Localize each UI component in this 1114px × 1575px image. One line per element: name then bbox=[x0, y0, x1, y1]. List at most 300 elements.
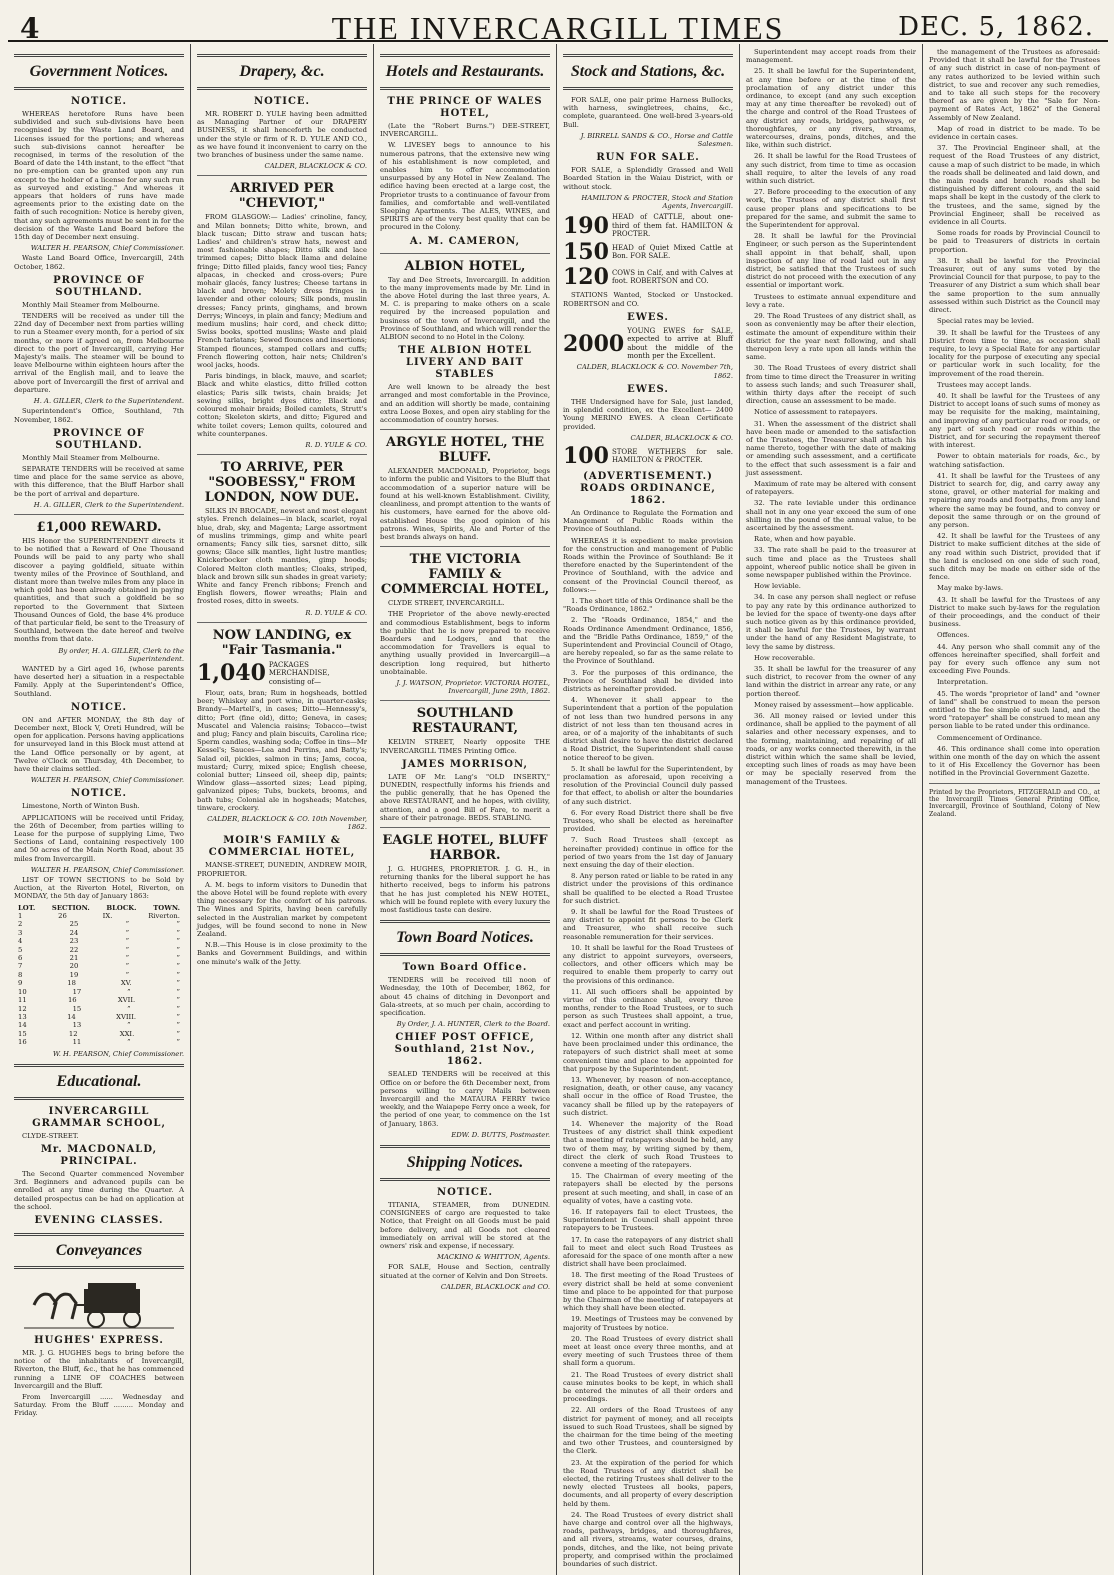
advert-text: 30. The Road Trustees of every district shall from time to time direct the Treasurer in writing to assess such lands; and such Treasurer shall, within thirty days after the receipt of such direction, cause an assessment to be made. bbox=[746, 364, 916, 406]
lot-cell: XXI. bbox=[119, 1029, 135, 1038]
lot-row bbox=[14, 979, 184, 987]
notice-title: NOTICE. bbox=[70, 788, 128, 800]
advert-text: 29. The Road Trustees of any district shall, as soon as conveniently may be after their election, estimate the amount of expenditure within their district for the year next following, and shall thereupon levy a rate upon all lands within the same. bbox=[746, 312, 916, 362]
advert-text: 15. The Chairman of every meeting of the ratepayers shall be elected by the persons present at such meeting, and shall, in case of an equality of votes, have a casting vote. bbox=[563, 1172, 733, 1205]
advert-text: 32. The rate leviable under this ordinance shall not in any one year exceed the sum of one shilling in the pound of the annual value, to be ascertained by the assessment. bbox=[746, 499, 916, 532]
section-divider bbox=[380, 953, 550, 956]
advert-text: 36. All money raised or levied under this ordinance, shall be applied to the payment of all salaries and other necessary expenses, and to the forming, maintaining, and repairing of all roads, or any works connected therewith, in the district within which the same shall be levied, excepting such lines of roads as may have been or may be specially reserved from the management of the Trustees. bbox=[746, 712, 916, 786]
notice-title: Town Board Office. bbox=[402, 962, 528, 974]
lot-cell: ” bbox=[176, 996, 180, 1005]
stock-advert bbox=[563, 327, 733, 361]
lot-cell: 1 bbox=[18, 912, 23, 921]
advert-text: Interpretation. bbox=[937, 678, 989, 687]
advert-text: FOR SALE, House and Section, centrally situated at the corner of Kelvin and Don Streets. bbox=[380, 1263, 550, 1280]
lot-cell: 9 bbox=[18, 979, 23, 988]
notice-title: NOTICE. bbox=[70, 96, 128, 107]
advert-title: ARGYLE HOTEL, THE BLUFF. bbox=[385, 435, 545, 466]
lot-cell: ” bbox=[176, 1029, 180, 1038]
lot-cell: ” bbox=[176, 970, 180, 979]
advert-text: 17. In case the ratepayers of any district shall fail to meet and elect such Road Trustees as aforesaid for the space of one month after a new district shall have been proclaimed. bbox=[563, 1235, 733, 1269]
advert-text: 20. The Road Trustees of every district shall meet at least once every three months, and at every meeting of such Trustees three of them shall form a quorum. bbox=[563, 1334, 733, 1368]
lot-row bbox=[14, 920, 184, 928]
lot-cell: ” bbox=[176, 1038, 180, 1047]
notice-title: THE PRINCE OF WALES HOTEL, bbox=[387, 96, 543, 119]
rule bbox=[197, 175, 367, 176]
lot-header-cell: TOWN. bbox=[153, 903, 180, 912]
rule bbox=[197, 454, 367, 455]
signature: EDW. D. BUTTS, Postmaster. bbox=[451, 1130, 550, 1139]
lot-cell: 11 bbox=[72, 1038, 82, 1047]
advert-text: WANTED by a Girl aged 16, (whose parents have deserted her) a situation in a respectable Family. Apply at the Superintendent's Office, Southland. bbox=[14, 664, 184, 698]
advert-title: ARRIVED PER "CHEVIOT," bbox=[229, 181, 335, 212]
advert-text: SILKS IN BROCADE, newest and most elegant styles. French delaines—in black, scarlet, royal blue, drab, sky, and Magenta; Large assortment of muslins trimmings, gimp and white pearl ornaments; Fancy silk ties, sarsnet ditto, silk gowns; Glace silk mantles, light lustre mantles; Knickerbocker cloth mantles, gimp hoods; Colored Melton cloth mantles; Cloaks, striped, black and brown silk sun shades in great variety; White and fancy French ribbons; French and English flowers, flower wreaths; Plain and frosted roses, ditto in sweets. bbox=[197, 507, 367, 606]
advert-text: The Second Quarter commenced November 3rd. Beginners and advanced pupils can be enrolled at any time during the Quarter. A detailed prospectus can be had on application at the school. bbox=[14, 1169, 184, 1211]
section-divider bbox=[14, 1097, 184, 1100]
lot-cell: 20 bbox=[69, 962, 79, 971]
notice-title: THE ALBION HOTEL LIVERY AND BAIT STABLES bbox=[398, 345, 532, 381]
column-3 bbox=[374, 44, 557, 1575]
big-number: 150 bbox=[563, 239, 609, 266]
signature: CALDER, BLACKLOCK & CO. 10th November, 1862. bbox=[207, 815, 367, 832]
signature: J. BIRRELL SANDS & CO., Horse and Cattle Salesmen. bbox=[580, 131, 733, 149]
advert-text: Map of road in district to be made. To be evidence in certain cases. bbox=[929, 124, 1100, 142]
advert-text: 25. It shall be lawful for the Superintendent, at any time before or at the time of the proclamation of any district under this ordinance, to except (and any such exception may at any time thereafter be revoked) out of the charge and control of the Road Trustees of any district any roads, bridges, pathways, or thoroughfares, or any rivers, streams, watercourses, drains, ponds, ditches, and the like, within such district. bbox=[746, 67, 916, 150]
advert-text: Money raised by assessment—how applicable. bbox=[754, 700, 914, 709]
section-divider bbox=[563, 87, 733, 90]
advert-text: 44. Any person who shall commit any of the offences hereinafter specified, shall forfeit and pay for every such offence any sum not exceeding Five Pounds. bbox=[929, 642, 1100, 676]
advert-text: Paris bindings, in black, mauve, and scarlet; Black and white elastics, ditto frilled cotton elastics; Paris silk twists, chain braids; Jet sewing silks, bright dyes ditto; Black and coloured mohair braids; Boiled camlets, Strutt's cotton; Skeleton skirts, and ditto; Figured and white toilet covers; Lemon quilts, coloured and white counterpanes. bbox=[197, 372, 367, 438]
rule bbox=[380, 546, 550, 547]
section-heading: Educational. bbox=[56, 1072, 142, 1090]
stock-advert-text: HEAD of CATTLE, about one-third of them fat. HAMILTON & PROCTER. bbox=[611, 213, 733, 239]
rule bbox=[380, 700, 550, 701]
lot-cell: 7 bbox=[18, 962, 23, 971]
coach-engraving-icon bbox=[24, 1275, 174, 1331]
lot-cell: ” bbox=[127, 1038, 131, 1047]
signature: J. J. WATSON, Proprietor. VICTORIA HOTEL, Invercargill, June 29th, 1862. bbox=[396, 678, 550, 696]
signature: CALDER, BLACKLOCK & CO. November 7th, 1862. bbox=[576, 363, 733, 380]
section-divider bbox=[14, 87, 184, 90]
lot-cell: ” bbox=[125, 928, 130, 937]
notice-title: NOTICE. bbox=[70, 701, 128, 713]
printer-imprint: Printed by the Proprietors, FITZGERALD and CO., at the Invercargill Times General Printing Office, Invercargill, Province of Southland, Colony of New Zealand. bbox=[929, 788, 1100, 818]
lot-cell: XVII. bbox=[117, 996, 136, 1005]
advert-title: £1,000 REWARD. bbox=[36, 519, 162, 535]
stock-advert bbox=[563, 239, 733, 266]
lot-cell: ” bbox=[125, 937, 130, 946]
advert-text: Waste Land Board Office, Invercargill, 24th October, 1862. bbox=[14, 254, 184, 271]
advert-text: 40. It shall be lawful for the Trustees of any District to accept loans of such sums of money as may be requisite for the making, maintaining, and improving of any particular road or roads, or any part of such road or roads within the District, and for securing the repayment thereof with interest. bbox=[929, 391, 1100, 450]
advert-text: 16. If ratepayers fail to elect Trustees, the Superintendent in Council shall appoint three ratepayers to be Trustees. bbox=[563, 1207, 733, 1233]
advert-text: 34. In case any person shall neglect or refuse to pay any rate by this ordinance authorized to be levied for the space of twenty-one days after such notice given as by this ordinance provided, it shall be lawful for the Trustees, by warrant under the hand of any Resident Magistrate, to levy the same by distress. bbox=[746, 593, 916, 651]
stock-advert bbox=[197, 661, 367, 686]
issue-date: DEC. 5, 1862. bbox=[898, 12, 1094, 42]
advert-text: 46. This ordinance shall come into operation within one month of the day on which the assent to it of His Excellency the Governor has been notified in the Provincial Government Gazette. bbox=[929, 744, 1100, 778]
advert-text: 24. The Road Trustees of every district shall have charge and control over all the highways, roads, pathways, bridges, and thoroughfares, and all rivers, streams, water courses, drains, ponds, ditches, and the like, not being private property, and comprised within the proclaimed boundaries of such district. bbox=[563, 1510, 733, 1569]
notice-title: PROVINCE OF SOUTHLAND. bbox=[53, 427, 145, 451]
lot-cell: ” bbox=[125, 945, 130, 954]
advert-text: Commencement of Ordinance. bbox=[937, 733, 1043, 742]
lot-cell: 23 bbox=[69, 937, 79, 946]
advert-text: W. LIVESEY begs to announce to his numerous patrons, that the extensive new wing of his establishment is now completed, and enables him to offer accommodation unsurpassed by any Hotel in New Zealand. The edifice having been erected at a large cost, the Proprietor trusts to a continuance of favour from families, and comfortable and well-ventilated Sleeping Apartments. The ALES, WINES, and SPIRITS are of the very best quality that can be procured in the Colony. bbox=[380, 141, 550, 232]
big-number: 120 bbox=[563, 264, 609, 291]
lot-cell: 8 bbox=[18, 970, 23, 979]
advert-text: CLYDE-STREET. bbox=[22, 1131, 79, 1140]
lot-cell: ” bbox=[125, 970, 130, 979]
advert-text: 8. Any person rated or liable to be rated in any district under the provisions of this ordinance shall be qualified to be elected a Road Trustee for such district. bbox=[563, 872, 733, 905]
advert-text: (Late the "Robert Burns.") DEE-STREET, INVERCARGILL. bbox=[380, 122, 550, 139]
advert-text: 23. At the expiration of the period for which the Road Trustees of any district shall be elected, the retiring Trustees shall deliver to the newly elected Trustees all books, papers, documents, and all property of every description held by them. bbox=[563, 1458, 733, 1508]
notice-title: EWES. bbox=[627, 383, 669, 395]
lot-cell: ” bbox=[127, 987, 131, 996]
advert-text: A. M. begs to inform visitors to Dunedin that the above Hotel will be found replete with every thing necessary for the comfort of his patrons. The Wines and Spirits, having been carefully selected in the Australian market by competent judges, will be found second to none in New Zealand. bbox=[197, 880, 367, 939]
advert-text: Superintendent's Office, Southland, 7th November, 1862. bbox=[14, 407, 184, 424]
advert-text: 31. When the assessment of the district shall have been made or amended to the satisfaction of the Trustees, the Treasurer shall attach his name thereto, together with the date of making or amending such assessment, and a certificate to the effect that such assessment is a fair and just assessment. bbox=[746, 419, 916, 477]
section-divider bbox=[14, 1266, 184, 1269]
lot-table bbox=[14, 904, 184, 1047]
advert-text: Trustees may accept lands. bbox=[937, 380, 1032, 389]
advert-text: Limestone, North of Winton Bush. bbox=[22, 802, 140, 811]
section-divider bbox=[380, 1145, 550, 1148]
lot-cell: 21 bbox=[69, 954, 79, 963]
lot-cell: ” bbox=[176, 962, 180, 971]
lot-cell: 26 bbox=[58, 912, 67, 921]
lot-cell: 15 bbox=[18, 1029, 27, 1038]
advert-text: Notice of assessment to ratepayers. bbox=[754, 408, 878, 417]
signature: CALDER, BLACKLOCK & CO. bbox=[264, 162, 367, 171]
notice-title: JAMES MORRISON, bbox=[402, 758, 528, 770]
advert-text: TITANIA, STEAMER, from DUNEDIN. CONSIGNEES of cargo are requested to take Notice, that Freight on all Goods must be paid before delivery, and all Goods not cleared immediately on arrival will be stored at the owners' risk and expense, if necessary. bbox=[380, 1201, 550, 1251]
advert-text: 19. Meetings of Trustees may be convened by majority of Trustees by notice. bbox=[563, 1315, 733, 1332]
advert-text: Flour, oats, bran; Rum in hogsheads, bottled beer; Whiskey and port wine, in quarter-casks; Brandy—Martell's, in cases; Ditto—Hennessy's, ditto; Port (fine old), ditto; Geneva, in cases; Muscatel and Valencia raisins; Tobacco—twist and plug; Fancy and plain biscuits, Carolina rice; Sperm candles, washing soda; Coffee in tins—Mr Kessel's; Sauces—Lea and Perrins, and Batty's; Salad oil, pickles, salmon in tins; Jams, cocoa, mustard; Curry, mixed spice; English cheese, colonial butter; Linseed oil, sheep dip, paints; Window glass—assorted sizes; Lead piping, galvanized pipes; Tubs, buckets, brooms, and bath tubs; Colonial ale in hogsheads; Matches, tinware, crockery. bbox=[197, 688, 367, 812]
signature: H. A. GILLER, Clerk to the Superintendent. bbox=[33, 397, 184, 406]
lot-cell: 14 bbox=[18, 1021, 27, 1030]
signature: WALTER H. PEARSON, Chief Commissioner. bbox=[30, 244, 184, 253]
lot-cell: 5 bbox=[18, 945, 23, 954]
advert-text: Special rates may be levied. bbox=[937, 317, 1034, 326]
signature: MACKINO & WHITTON, Agents. bbox=[437, 1253, 550, 1262]
advert-text: SEALED TENDERS will be received at this Office on or before the 6th December next, from persons willing to carry Mails between Invercargill and the MATAURA FERRY twice weekly, and the Waiapepe Ferry once a week, for the period of one year, to commence on the 1st of January, 1863. bbox=[380, 1070, 550, 1128]
lot-cell: IX. bbox=[102, 912, 113, 921]
rule bbox=[197, 622, 367, 623]
signature: By order, H. A. GILLER, Clerk to the Superintendent. bbox=[58, 646, 184, 663]
lot-cell: ” bbox=[127, 1004, 131, 1013]
lot-cell: 16 bbox=[67, 996, 77, 1005]
big-number: 100 bbox=[563, 442, 609, 469]
advert-text: 43. It shall be lawful for the Trustees of any District to make such by-laws for the regulation of their proceedings, and the conduct of their business. bbox=[929, 595, 1100, 629]
lot-row bbox=[14, 954, 184, 962]
notice-title: MOIR'S FAMILY & COMMERCIAL HOTEL, bbox=[208, 835, 356, 859]
advert-text: 3. For the purposes of this ordinance, the Province of Southland shall be divided into districts as hereinafter provided. bbox=[563, 668, 733, 693]
lot-cell: 12 bbox=[68, 1029, 78, 1038]
advert-text: MR. J. G. HUGHES begs to bring before the notice of the inhabitants of Invercargill, Riverton, the Bluff, &c., that he has commenced running a LINE OF COACHES between Invercargill and the Bluff. bbox=[14, 1348, 184, 1390]
lot-cell: ” bbox=[176, 1012, 180, 1021]
section-divider bbox=[380, 1178, 550, 1181]
section-divider bbox=[14, 54, 184, 57]
section-heading: Hotels and Restaurants. bbox=[385, 63, 545, 80]
advert-text: 14. Whenever the majority of the Road Trustees of any district shall think expedient that a meeting of ratepayers should be held, any two of them may, by writing signed by them, direct the clerk of such Road Trustees to convene a meeting of the ratepayers. bbox=[563, 1119, 733, 1169]
advert-text: 18. The first meeting of the Road Trustees of every district shall be held at some convenient time and place to be appointed for that purpose by the Chairman of the meeting of ratepayers at which they shall have been elected. bbox=[563, 1271, 733, 1313]
rule bbox=[929, 783, 1100, 784]
advert-text: ON and AFTER MONDAY, the 8th day of December next, Block V, Oreti Hundred, will be open for application. Persons having applications for unsurveyed land in this Block must attend at the Land Office personally or by agent, at Twelve o'Clock on Thursday, 4th December, to have their claims settled. bbox=[14, 715, 184, 773]
lot-cell: Riverton. bbox=[148, 912, 180, 921]
lot-cell: 4 bbox=[18, 937, 23, 946]
advert-text: HIS Honor the SUPERINTENDENT directs it to be notified that a Reward of One Thousand Pounds will be paid to any party who shall discover a paying goldfield, situate within twenty miles of the Province of Southland, and distant more than twelve miles from any place in which gold has been already obtained in paying quantities, and that such a goldfield be so reported to the Government that Sixteen Thousand Ounces of Gold, the base 4% produce of that particular field, be sent to the Treasury of Southland, between the date hereof and twelve months from that date. bbox=[14, 536, 184, 644]
advert-title: EAGLE HOTEL, BLUFF HARBOR. bbox=[382, 832, 548, 863]
lot-row bbox=[14, 1038, 184, 1046]
advert-text: From Invercargill ...... Wednesday and Saturday. From the Bluff ......... Monday and Friday. bbox=[14, 1392, 184, 1418]
advert-text: 13. Whenever, by reason of non-acceptance, resignation, death, or other cause, any vacancy shall occur in the office of Road Trustee, the vacancy shall be filled up by the ratepayers of such district. bbox=[563, 1075, 733, 1117]
advert-text: 28. It shall be lawful for the Provincial Engineer, or such person as the Superintendent shall appoint in that behalf, shall, upon inspection of any line of road laid out in any district, be satisfied that the Trustees of such district do not proceed with the execution of any essential or important work. bbox=[746, 232, 916, 290]
notice-title: EVENING CLASSES. bbox=[34, 1214, 164, 1226]
advert-text: 39. It shall be lawful for the Trustees of any District from time to time, as occasion shall require, to levy a Special Rate for any particular locality for the purpose of executing any special or particular work in such locality, for the improvement of the road therein. bbox=[929, 328, 1100, 378]
section-divider bbox=[197, 54, 367, 57]
advert-text: 11. All such officers shall be appointed by virtue of this ordinance shall, every three months, render to the Road Trustees, or to such person as such Trustees shall appoint, a true, exact and perfect account in writing. bbox=[563, 987, 733, 1029]
column-2 bbox=[191, 44, 374, 1575]
column-4 bbox=[557, 44, 740, 1575]
advert-text: WHEREAS it is expedient to make provision for the construction and management of Public Roads within the Province of Southland: Be it therefore enacted by the Superintendent of the Province of Southland, with the advice and consent of the Provincial Council thereof, as follows:— bbox=[563, 536, 733, 594]
advert-text: Maximum of rate may be altered with consent of ratepayers. bbox=[746, 479, 916, 497]
stock-advert-text: HEAD of Quiet Mixed Cattle at Bon. FOR SALE. bbox=[611, 244, 733, 261]
rule bbox=[380, 827, 550, 828]
notice-title: INVERCARGILL GRAMMAR SCHOOL, bbox=[32, 1105, 166, 1129]
lot-cell: ” bbox=[176, 945, 180, 954]
lot-header-cell: BLOCK. bbox=[106, 903, 137, 912]
stock-advert bbox=[563, 442, 733, 469]
advert-text: J. G. HUGHES, PROPRIETOR. J. G. H., in returning thanks for the liberal support he has hitherto received, begs to inform his patrons that he has just completed his NEW HOTEL, which will be found replete with every luxury the most fastidious taste can desire. bbox=[380, 864, 550, 914]
lot-cell: XVIII. bbox=[116, 1012, 137, 1021]
stock-advert-text: PACKAGES MERCHANDISE, consisting of— bbox=[268, 660, 330, 686]
signature: W. H. PEARSON, Chief Commissioner. bbox=[52, 1049, 184, 1058]
advert-text: THE Undersigned have for Sale, just landed, in splendid condition, ex the Excellent— 2400 Young MERINO EWES. A clean Certificate provided. bbox=[563, 397, 733, 431]
lot-cell: ” bbox=[176, 920, 180, 929]
lot-row bbox=[14, 946, 184, 954]
lot-cell: ” bbox=[176, 928, 180, 937]
lot-cell: 13 bbox=[18, 1012, 27, 1021]
advert-text: 26. It shall be lawful for the Road Trustees of any such district, from time to time as occasion shall require, to alter the levels of any road within such district. bbox=[746, 152, 916, 186]
section-heading: Stock and Stations, &c. bbox=[570, 63, 726, 80]
section-divider bbox=[197, 87, 367, 90]
advert-text: 45. The words "proprietor of land" and "owner of land" shall be construed to mean the person entitled to the fee simple of such land, and the word "ratepayer" shall be construed to mean any person liable to be rated under this ordinance. bbox=[929, 689, 1100, 731]
advert-text: Superintendent may accept roads from their management. bbox=[746, 48, 916, 65]
advert-text: 9. It shall be lawful for the Road Trustees of any district to appoint fit persons to be Clerk and Treasurer, who shall receive such reasonable remuneration for their services. bbox=[563, 908, 733, 941]
newspaper-title: THE INVERCARGILL TIMES bbox=[331, 10, 785, 46]
lot-cell: ” bbox=[176, 1004, 180, 1013]
lot-cell: ” bbox=[176, 1021, 180, 1030]
signature: HAMILTON & PROCTER, Stock and Station Agents, Invercargill. bbox=[581, 193, 733, 211]
lot-row bbox=[14, 996, 184, 1004]
advert-text: LIST OF TOWN SECTIONS to be Sold by Auction, at the Riverton Hotel, Riverton, on MONDAY, the 5th day of January 1863: bbox=[14, 876, 184, 901]
lot-cell: 2 bbox=[18, 920, 23, 929]
signature: H. A. GILLER, Clerk to the Superintendent. bbox=[33, 500, 184, 509]
lot-cell: 13 bbox=[72, 1021, 82, 1030]
advert-text: APPLICATIONS will be received until Friday, the 26th of December, from parties willing to Lease for the purpose of supplying Lime, Two Sections of Land, containing respectively 100 and 50 acres of the Main North Road, about 35 miles from Invercargill. bbox=[14, 813, 184, 863]
lot-row bbox=[14, 962, 184, 970]
section-divider bbox=[14, 1233, 184, 1236]
advert-text: WHEREAS heretofore Runs have been subdivided and such sub-divisions have been recognised by the Waste Land Board, and Licenses issued for the portions; and whereas such sub-divisions cannot hereafter be recognised, in terms of the resolution of the Board of date the 14th instant, to the effect "that no pre-emption can be granted upon any run except to the holder of a license for any such run as surveyed and existing." And whereas it appears that holders of runs have made agreements prior to the existing date on the faith of such recognition: Notice is hereby given, that any such agreements must be sent in for the decision of the Waste Land Board before the 15th day of December next ensuing. bbox=[14, 110, 184, 242]
advert-text: An Ordinance to Regulate the Formation and Management of Public Roads within the Province of Southland. bbox=[563, 508, 733, 534]
notice-title: PROVINCE OF SOUTHLAND. bbox=[53, 274, 145, 298]
lot-row bbox=[14, 929, 184, 937]
advert-text: 35. It shall be lawful for the treasurer of any such district, to recover from the owner of any land within the district in arrear any rate, or any portion thereof. bbox=[746, 665, 916, 698]
advert-text: 2. The "Roads Ordinance, 1854," and the Roads Ordinance Amendment Ordinance, 1856, and the "Bridle Paths Ordinance, 1859," of the Superintendent and Provincial Council of Otago, are hereby repealed, so far as the same relate to the Province of Southland. bbox=[563, 616, 733, 666]
signature: CALDER, BLACKLOCK and CO. bbox=[440, 1282, 550, 1291]
advert-text: 4. Whenever it shall appear to the Superintendent that a portion of the population of not less than two hundred persons in any district of not less than ten thousand acres in area, or of a majority of the inhabitants of such district shall desire to have the district declared a Road District, the Superintendent shall cause notice thereof to be given. bbox=[563, 696, 733, 762]
advert-text: 1. The short title of this Ordinance shall be the "Roads Ordinance, 1862." bbox=[563, 596, 733, 614]
advert-text: Offences. bbox=[937, 631, 970, 640]
lot-cell: 15 bbox=[72, 1004, 82, 1013]
lot-cell: 6 bbox=[18, 954, 23, 963]
advert-text: May make by-laws. bbox=[937, 584, 1003, 593]
advert-text: FROM GLASGOW:— Ladies' crinoline, fancy, and Milan bonnets; Ditto white, brown, and black tuscan; Ditto straw and tuscan hats; Ladies' and children's straw hats, newest and most fashionable shapes; Ditto silk and lace trimmed capes; Ditto black llama and delaine fringe; Ditto filled plaids, fancy wool ties; Fancy alpacas, in checked and cross-overs; Pure mohair glacés, fancy lustres; Cheese tartans in black and brown; Molety dress fringes in lavender and other colours; Silk ponds, muslin dresses; Fancy prints, ginghams, and brown Derrys; Winceys, in plain and fancy; Medium and medium muslins; hair cord, and check ditto; Swiss books, spotted muslins; Waste and plaid French tarlatans; Sewed flounces and insertions; Stamped flounces, stamped collars and cuffs; French flowering cotton, hair nets; Children's wool jacks, hoods. bbox=[197, 213, 367, 370]
lot-cell: 18 bbox=[67, 979, 76, 988]
advert-text: Trustees to estimate annual expenditure and levy a rate. bbox=[746, 292, 916, 309]
lot-cell: ” bbox=[176, 979, 180, 988]
stock-advert bbox=[563, 264, 733, 291]
advert-text: 6. For every Road District there shall be five Trustees, who shall be elected as hereinafter provided. bbox=[563, 808, 733, 834]
lot-cell: 17 bbox=[72, 987, 82, 996]
lot-row bbox=[14, 1021, 184, 1029]
advert-text: 42. It shall be lawful for the Trustees of any District to make sufficient ditches at the side of any road within such District, provided that if the land is enclosed on one side of such road, such ditch may be made on either side of the fence. bbox=[929, 532, 1100, 582]
advert-text: SEPARATE TENDERS will be received at same time and place for the same service as above, with this difference, that the Bluff Harbor shall be the port of arrival and departure. bbox=[14, 464, 184, 498]
signature: By Order, J. A. HUNTER, Clerk to the Board. bbox=[396, 1020, 550, 1029]
advert-text: FOR SALE, a Splendidly Grassed and Well Boarded Station in the Waiau District, with or without stock. bbox=[563, 166, 733, 191]
columns-grid bbox=[8, 44, 1106, 1569]
lot-cell: 3 bbox=[18, 928, 23, 937]
advert-text: STATIONS Wanted, Stocked or Unstocked. ROBERTSON and CO. bbox=[563, 291, 733, 308]
advert-text: ALEXANDER MACDONALD, Proprietor, begs to inform the public and Visitors to the Bluff that accommodation of a superior nature will be found at his well-known Establishment. Civility, cleanliness, and prompt attention to the wants of his customers, have earned for the above old-established House the good opinion of his patrons. Wines, Spirits, Ale and Porter of the best brands always on hand. bbox=[380, 467, 550, 541]
column-6 bbox=[923, 44, 1106, 1575]
advert-text: 22. All orders of the Road Trustees of any district for payment of money, and all receipts issued to such Road Trustees, shall be signed by the chairman for the time being of the meeting and two other Trustees, and countersigned by the Clerk. bbox=[563, 1406, 733, 1456]
lot-row bbox=[14, 971, 184, 979]
rule bbox=[14, 514, 184, 515]
advert-text: TENDERS will be received till noon of Wednesday, the 10th of December, 1862, for about 45 chains of ditching in Devonport and Gala-streets, at so much per chain, according to specification. bbox=[380, 976, 550, 1017]
advert-text: LATE OF Mr. Lang's "OLD INSERTY," DUNEDIN, respectfully informs his friends and the public generally, that he has Opened the above RESTAURANT, and he hopes, with civility, attention, and a good Bill of Fare, to merit a share of their patronage. BEDS. STABLING. bbox=[380, 772, 550, 822]
advert-text: How leviable. bbox=[754, 582, 801, 591]
section-heading: Conveyances bbox=[55, 1241, 143, 1259]
lot-row bbox=[14, 988, 184, 996]
advert-text: FOR SALE, one pair prime Harness Bullocks, with harness, swingletrees, chains, &c., complete, guaranteed. One well-bred 3-years-old Bull. bbox=[563, 96, 733, 129]
notice-title: NOTICE. bbox=[253, 96, 311, 107]
advert-title: TO ARRIVE, PER "SOOBESSY," FROM LONDON, NOW DUE. bbox=[204, 460, 360, 506]
section-divider bbox=[380, 54, 550, 57]
lot-cell: ” bbox=[125, 920, 130, 929]
lot-row bbox=[14, 1005, 184, 1013]
big-number: 190 bbox=[563, 212, 609, 239]
notice-title: Mr. MACDONALD, PRINCIPAL. bbox=[40, 1143, 158, 1167]
signature: WALTER H. PEARSON, Chief Commissioner. bbox=[30, 865, 184, 874]
notice-title: NOTICE. bbox=[436, 1187, 494, 1199]
advert-title: NOW LANDING, ex "Fair Tasmania." bbox=[212, 627, 352, 658]
lot-cell: 19 bbox=[69, 970, 79, 979]
advert-title: THE VICTORIA FAMILY & COMMERCIAL HOTEL, bbox=[380, 552, 550, 598]
stock-advert-text: STORE WETHERS for sale. HAMILTON & PROCTER. bbox=[611, 447, 733, 464]
stock-advert-text: COWS in Calf, and with Calves at foot. ROBERTSON and CO. bbox=[611, 269, 733, 286]
lot-cell: ” bbox=[176, 987, 180, 996]
signature: R. D. YULE & CO. bbox=[305, 608, 367, 617]
notice-title: (ADVERTISEMENT.) ROADS ORDINANCE, 1862. bbox=[580, 470, 716, 506]
advert-text: Tay and Dee Streets, Invercargill. In addition to the many improvements made by Mr. Lind in the above Hotel during the last three years, A. M. C. is preparing to make others on a scale required by the increased population and business of the town of Invercargill, and the Province of Southland, and which will render the ALBION second to no Hotel in the Colony. bbox=[380, 275, 550, 342]
advert-text: Are well known to be already the best arranged and most comfortable in the Province, and an addition will shortly be made, containing extra Loose Boxes, and open airy stabling for the accommodation of country horses. bbox=[380, 383, 550, 425]
lot-cell: 14 bbox=[67, 1012, 76, 1021]
advert-text: 21. The Road Trustees of every district shall cause minutes books to be kept, in which shall be entered the minutes of all their orders and proceedings. bbox=[563, 1370, 733, 1404]
advert-text: the management of the Trustees as aforesaid: Provided that it shall be lawful for the Trustees of any such district in case of non-payment of any rates authorized to be levied within such district, to sue and recover any such remedies, and to take all such steps for the recovery thereof as are given by the "Sale for Non-payment of Rates Act, 1862" of the General Assembly of New Zealand. bbox=[929, 48, 1100, 122]
section-heading: Government Notices. bbox=[29, 63, 169, 80]
lot-cell: ” bbox=[176, 954, 180, 963]
lot-cell: ” bbox=[127, 1021, 131, 1030]
lot-header-cell: SECTION. bbox=[51, 903, 90, 912]
advert-text: 27. Before proceeding to the execution of any work, the Trustees of any district shall first cause proper plans and specifications to be prepared for the same, and submit the same to the Superintendent for approval. bbox=[746, 188, 916, 230]
advert-text: TENDERS will be received as under till the 22nd day of December next from parties willing to run a Steamer every month, for a period of six months, or more if agreed on, from Melbourne direct to the port of Invercargill, carrying Her Majesty's mails. The steamer will be bound to leave Melbourne within eighteen hours after the arrival of the English mail, and to leave the above port of Invercargill the first of arrival and departure. bbox=[14, 312, 184, 394]
lot-row bbox=[14, 912, 184, 920]
lot-header-cell: LOT. bbox=[18, 903, 36, 912]
big-number: 1,040 bbox=[197, 660, 266, 687]
notice-title: RUN FOR SALE. bbox=[596, 152, 700, 164]
notice-title: CHIEF POST OFFICE, Southland, 21st Nov., 1862. bbox=[394, 1032, 536, 1068]
advert-text: N.B.—This House is in close proximity to the Banks and Government Buildings, and within one minute's walk of the Jetty. bbox=[197, 941, 367, 966]
advert-text: CLYDE STREET, INVERCARGILL. bbox=[388, 599, 505, 608]
advert-text: MR. ROBERT D. YULE having been admitted as Managing Partner of our DRAPERY BUSINESS, it shall henceforth be conducted under the style or firm of R. D. YULE AND CO., as we have found it inconvenient to carry on the two branches of business under the same name. bbox=[197, 110, 367, 160]
advert-text: Monthly Mail Steamer from Melbourne. bbox=[22, 453, 160, 462]
signature: R. D. YULE & CO. bbox=[305, 440, 367, 449]
signature: WALTER H. PEARSON, Chief Commissioner. bbox=[30, 776, 184, 785]
lot-row bbox=[14, 1013, 184, 1021]
lot-cell: ” bbox=[125, 954, 130, 963]
lot-cell: ” bbox=[125, 962, 130, 971]
column-1 bbox=[8, 44, 191, 1575]
advert-title: SOUTHLAND RESTAURANT, bbox=[411, 706, 519, 737]
page-number: 4 bbox=[20, 12, 40, 45]
big-number: 2000 bbox=[563, 330, 625, 357]
advert-text: 38. It shall be lawful for the Provincial Treasurer, out of any sums voted by the Provincial Council for that purpose, to pay to the Treasurer of any District a sum which shall bear the same proportion to the sum annually assessed within such District as the Council may direct. bbox=[929, 256, 1100, 315]
lot-cell: 25 bbox=[69, 920, 79, 929]
lot-cell: 16 bbox=[18, 1038, 27, 1047]
advert-text: Monthly Mail Steamer from Melbourne. bbox=[22, 300, 160, 309]
rule bbox=[380, 253, 550, 254]
advert-text: 7. Such Road Trustees shall (except as hereinafter provided) continue in office for the period of two years from the 1st day of January next ensuing the day of their election. bbox=[563, 836, 733, 870]
signature: CALDER, BLACKLOCK & CO. bbox=[630, 433, 733, 442]
advert-text: 5. It shall be lawful for the Superintendent, by proclamation as aforesaid, upon receiving a resolution of the Provincial Council duly passed for that effect, to abolish or alter the boundaries of any such district. bbox=[563, 764, 733, 806]
advert-text: Rate, when and how payable. bbox=[754, 535, 856, 544]
stock-advert bbox=[563, 213, 733, 238]
lot-cell: 10 bbox=[18, 987, 27, 996]
advert-text: 12. Within one month after any district shall have been proclaimed under this ordinance, the ratepayers of such district shall meet at some convenient time and place to be appointed for that purpose by the Superintendent. bbox=[563, 1031, 733, 1073]
section-heading: Drapery, &c. bbox=[239, 63, 325, 80]
advert-text: Some roads for roads by Provincial Council to be paid to Treasurers of districts in certain proportion. bbox=[929, 229, 1100, 254]
section-heading: Town Board Notices. bbox=[396, 929, 534, 947]
section-heading: Shipping Notices. bbox=[406, 1154, 524, 1172]
advert-text: 33. The rate shall be paid to the treasurer at such time and place as the Trustees shall appoint, whereof public notice shall be given in some newspaper published within the Province. bbox=[746, 546, 916, 579]
advert-text: THE Proprietor of the above newly-erected and commodious Establishment, begs to inform the public that he is now prepared to receive Boarders and Lodgers, and that the accommodation for Travellers is equal to anything usually provided in Invercargill—a description long required, but hitherto unobtainable. bbox=[380, 610, 550, 676]
lot-cell: 12 bbox=[18, 1004, 27, 1013]
notice-title: EWES. bbox=[627, 311, 669, 323]
advert-text: How recoverable. bbox=[754, 653, 816, 662]
masthead bbox=[8, 4, 1108, 46]
section-divider bbox=[14, 1064, 184, 1067]
coach-advert-title: HUGHES' EXPRESS. bbox=[34, 1334, 164, 1346]
lot-row bbox=[14, 1030, 184, 1038]
section-divider bbox=[380, 87, 550, 90]
advert-text: 37. The Provincial Engineer shall, at the request of the Road Trustees of any district, cause a map of such district to be made, in which the roads shall be delineated and laid down, and the main roads and branch roads shall be distinguished by different colours, and the said maps shall be kept in the custody of the clerk to the trustees, and the same, signed by the Provincial Engineer, shall be received as evidence in all Courts. bbox=[929, 144, 1100, 227]
advert-text: MANSE-STREET, DUNEDIN, ANDREW MOIR, PROPRIETOR. bbox=[197, 861, 367, 878]
lot-row bbox=[14, 937, 184, 945]
advert-text: 10. It shall be lawful for the Road Trustees of any district to appoint surveyors, overseers, collectors, and other officers which may be required to enable them properly to carry out the provisions of this ordinance. bbox=[563, 943, 733, 985]
lot-cell: 24 bbox=[69, 928, 79, 937]
rule bbox=[380, 429, 550, 430]
lot-cell: XV. bbox=[120, 979, 132, 988]
advert-title: ALBION HOTEL, bbox=[404, 258, 526, 274]
lot-cell: ” bbox=[176, 937, 180, 946]
